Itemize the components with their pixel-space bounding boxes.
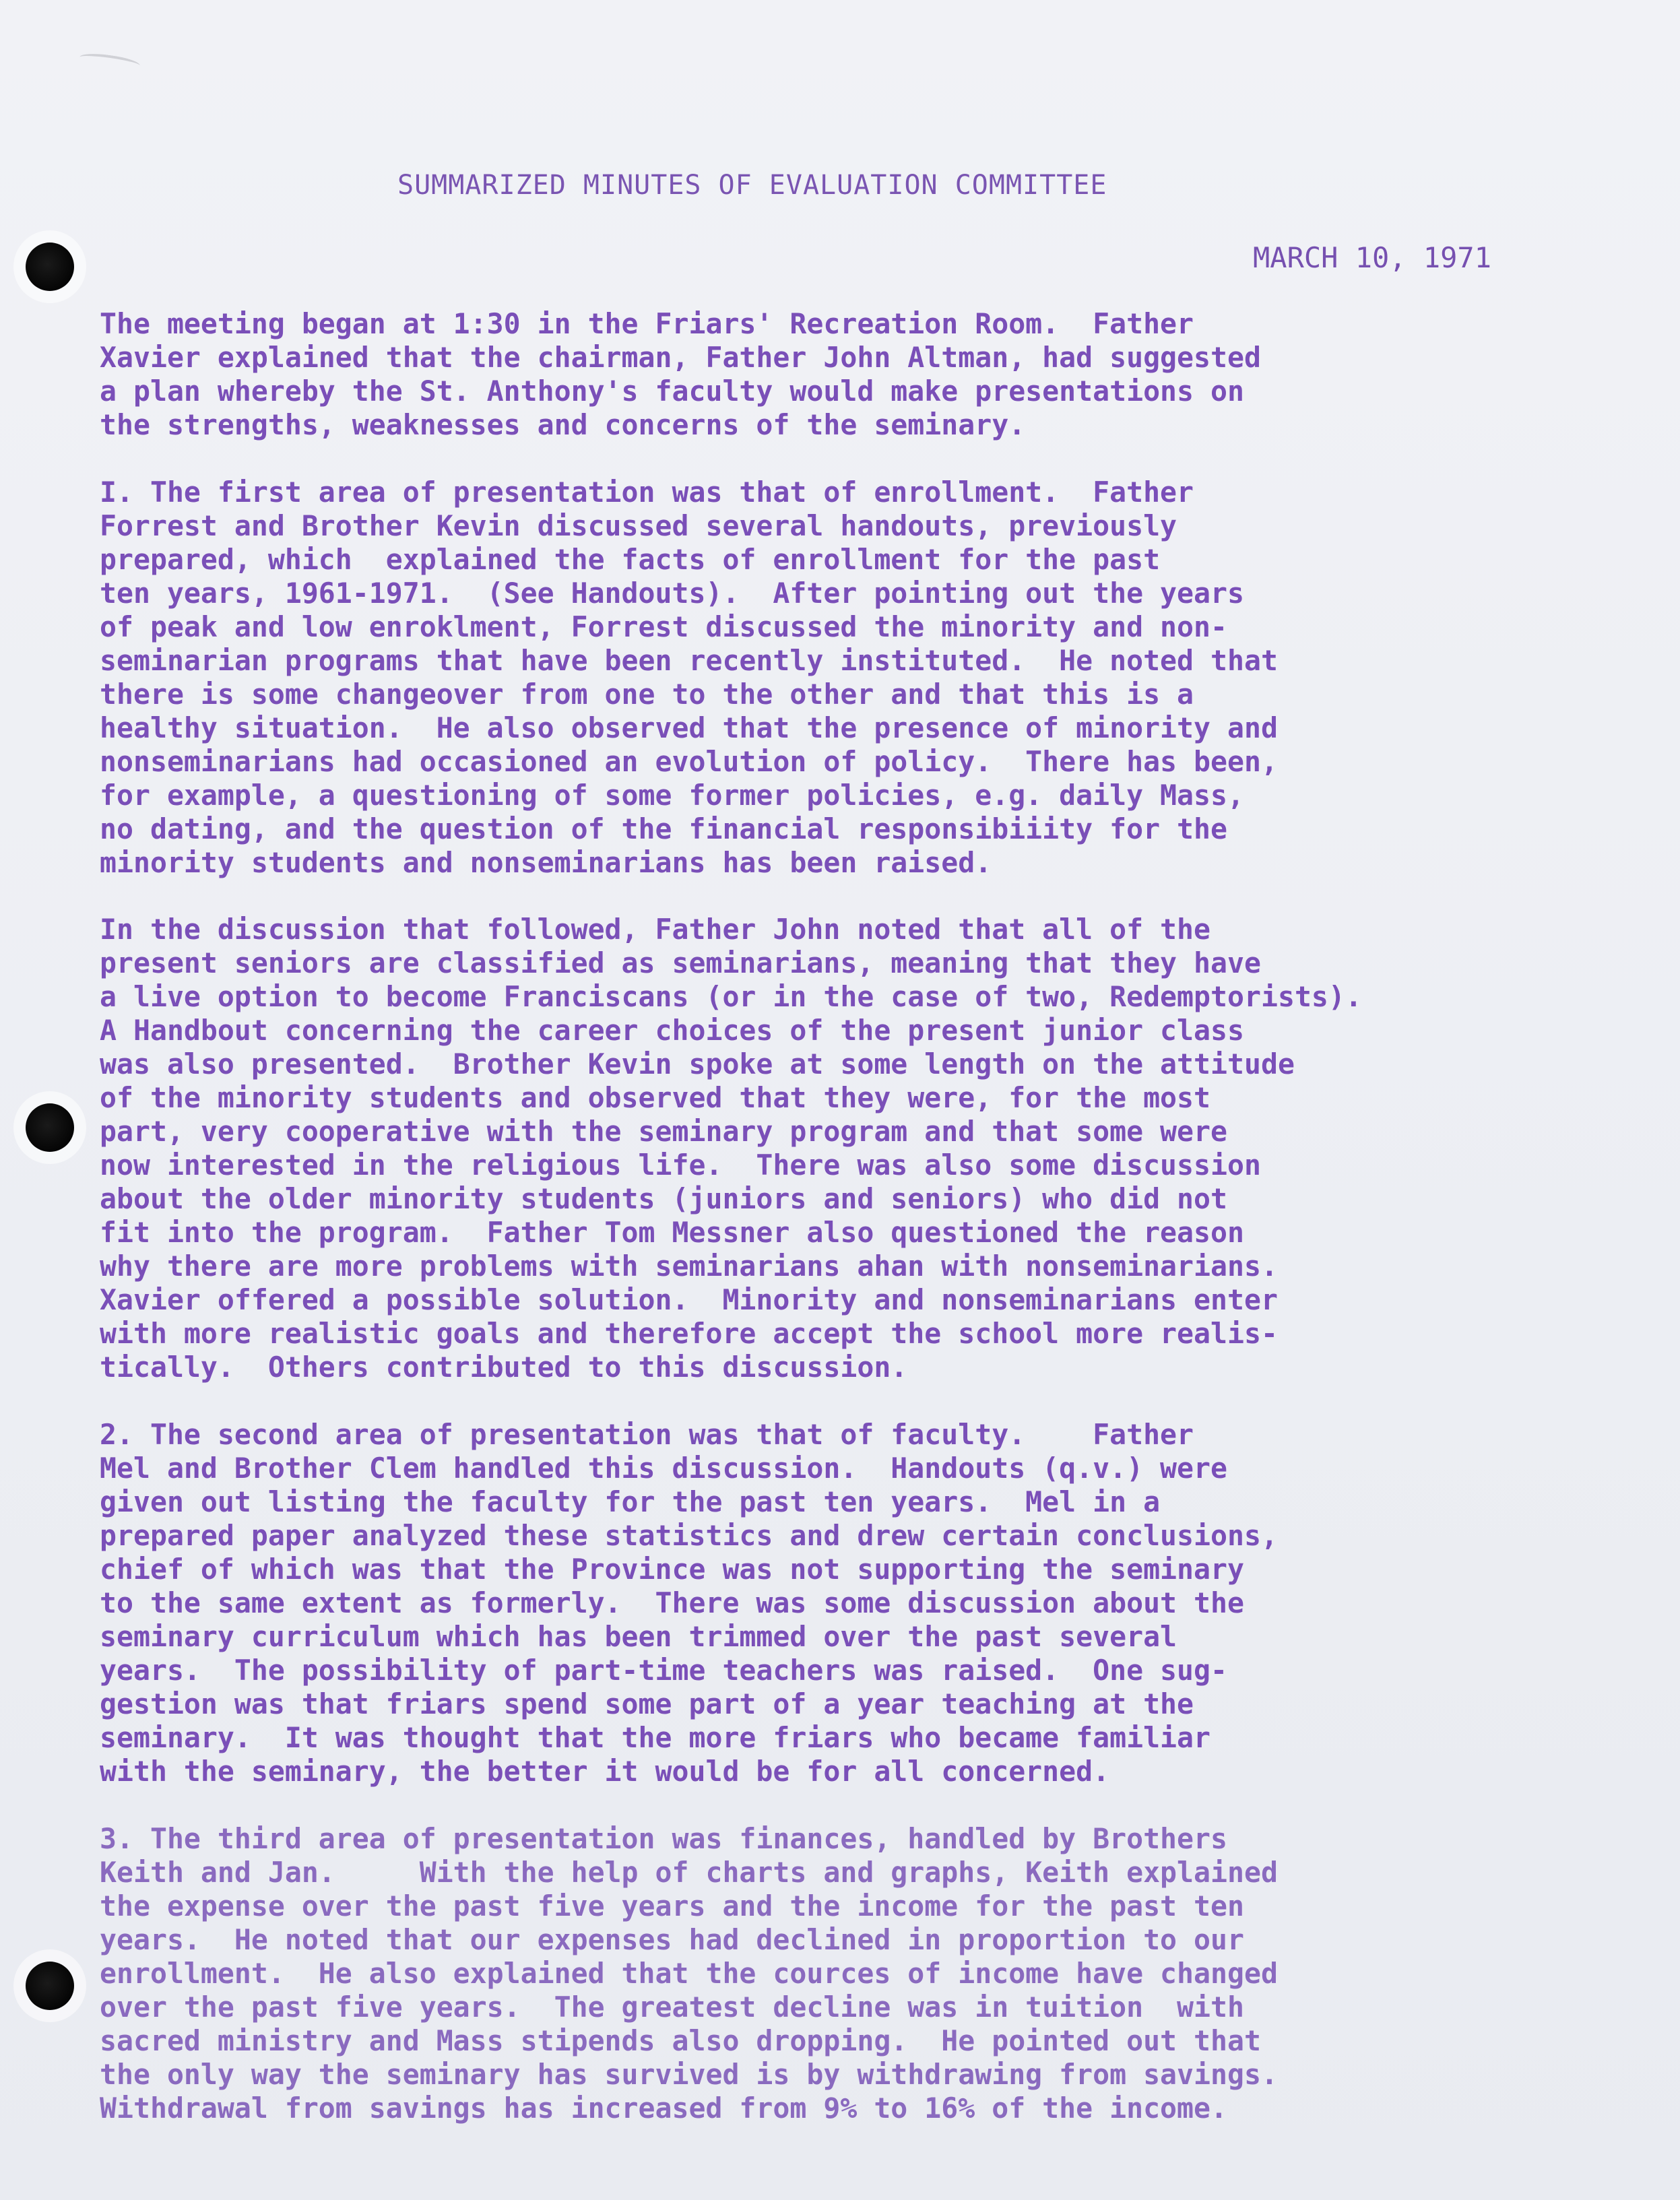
paragraph-opening: The meeting began at 1:30 in the Friars' Recreation Room. Father Xavier explained that the chairman, Father John Altman, had suggested a plan whereby the St. Anthony's faculty would make presentations on the strengths, weaknesses and concerns of the seminary. — [100, 307, 1261, 441]
paragraph-discussion: In the discussion that followed, Father John noted that all of the present seniors are classified as seminarians, meaning that they have a live option to become Franciscans (or in the case of two, Redemptorists). A Handbout concerning the career choices of the present junior class was also presented. Brother Kevin spoke at some length on the attitude of the minority students and observed that they were, for the most part, very cooperative with the seminary program and that some were now interested in the religious life. There was also some discussion about the older minority students (juniors and seniors) who did not fit into the program. Father Tom Messner also questioned the reason why there are more problems with seminarians ahan with nonseminarians. Xavier offered a possible solution. Minority and nonseminarians enter with more realistic goals and therefore accept the school more realis- tically. Others contributed to this discussion. — [100, 913, 1362, 1384]
paragraph-faculty: 2. The second area of presentation was that of faculty. Father Mel and Brother Clem handled this discussion. Handouts (q.v.) were given out listing the faculty for the past ten years. Mel in a prepared paper analyzed these statistics and drew certain conclusions, chief of which was that the Province was not supporting the seminary to the same extent as formerly. There was some discussion about the seminary curriculum which has been trimmed over the past several years. The possibility of part-time teachers was raised. One sug- gestion was that friars spend some part of a year teaching at the seminary. It was thought that the more friars who became familiar with the seminary, the better it would be for all concerned. — [100, 1418, 1278, 1788]
document-date: MARCH 10, 1971 — [1253, 241, 1492, 274]
punch-hole-top — [26, 242, 74, 291]
paragraph-finances: 3. The third area of presentation was finances, handled by Brothers Keith and Jan. With the help of charts and graphs, Keith explained the expense over the past five years and the income for the past ten years. He noted that our expenses had declined in proportion to our enrollment. He also explained that the cources of income have changed over the past five years. The greatest decline was in tuition with sacred ministry and Mass stipends also dropping. He pointed out that the only way the seminary has survived is by withdrawing from savings. Withdrawal from savings has increased from 9% to 16% of the income. — [100, 1822, 1278, 2125]
punch-hole-bottom — [26, 1962, 74, 2010]
document-title: SUMMARIZED MINUTES OF EVALUATION COMMITTEE — [397, 170, 1107, 201]
punch-hole-middle — [26, 1103, 74, 1152]
paragraph-enrollment: I. The first area of presentation was that of enrollment. Father Forrest and Brother Kevin discussed several handouts, previously prepared, which explained the facts of enrollment for the past ten years, 1961-1971. (See Handouts). After pointing out the years of peak and low enroklment, Forrest discussed the minority and non- seminarian programs that have been recently instituted. He noted that there is some changeover from one to the other and that this is a healthy situation. He also observed that the presence of minority and nonseminarians had occasioned an evolution of policy. There has been, for example, a questioning of some former policies, e.g. daily Mass, no dating, and the question of the financial responsibiiity for the minority students and nonseminarians has been raised. — [100, 476, 1278, 879]
paper-smudge — [79, 51, 141, 71]
